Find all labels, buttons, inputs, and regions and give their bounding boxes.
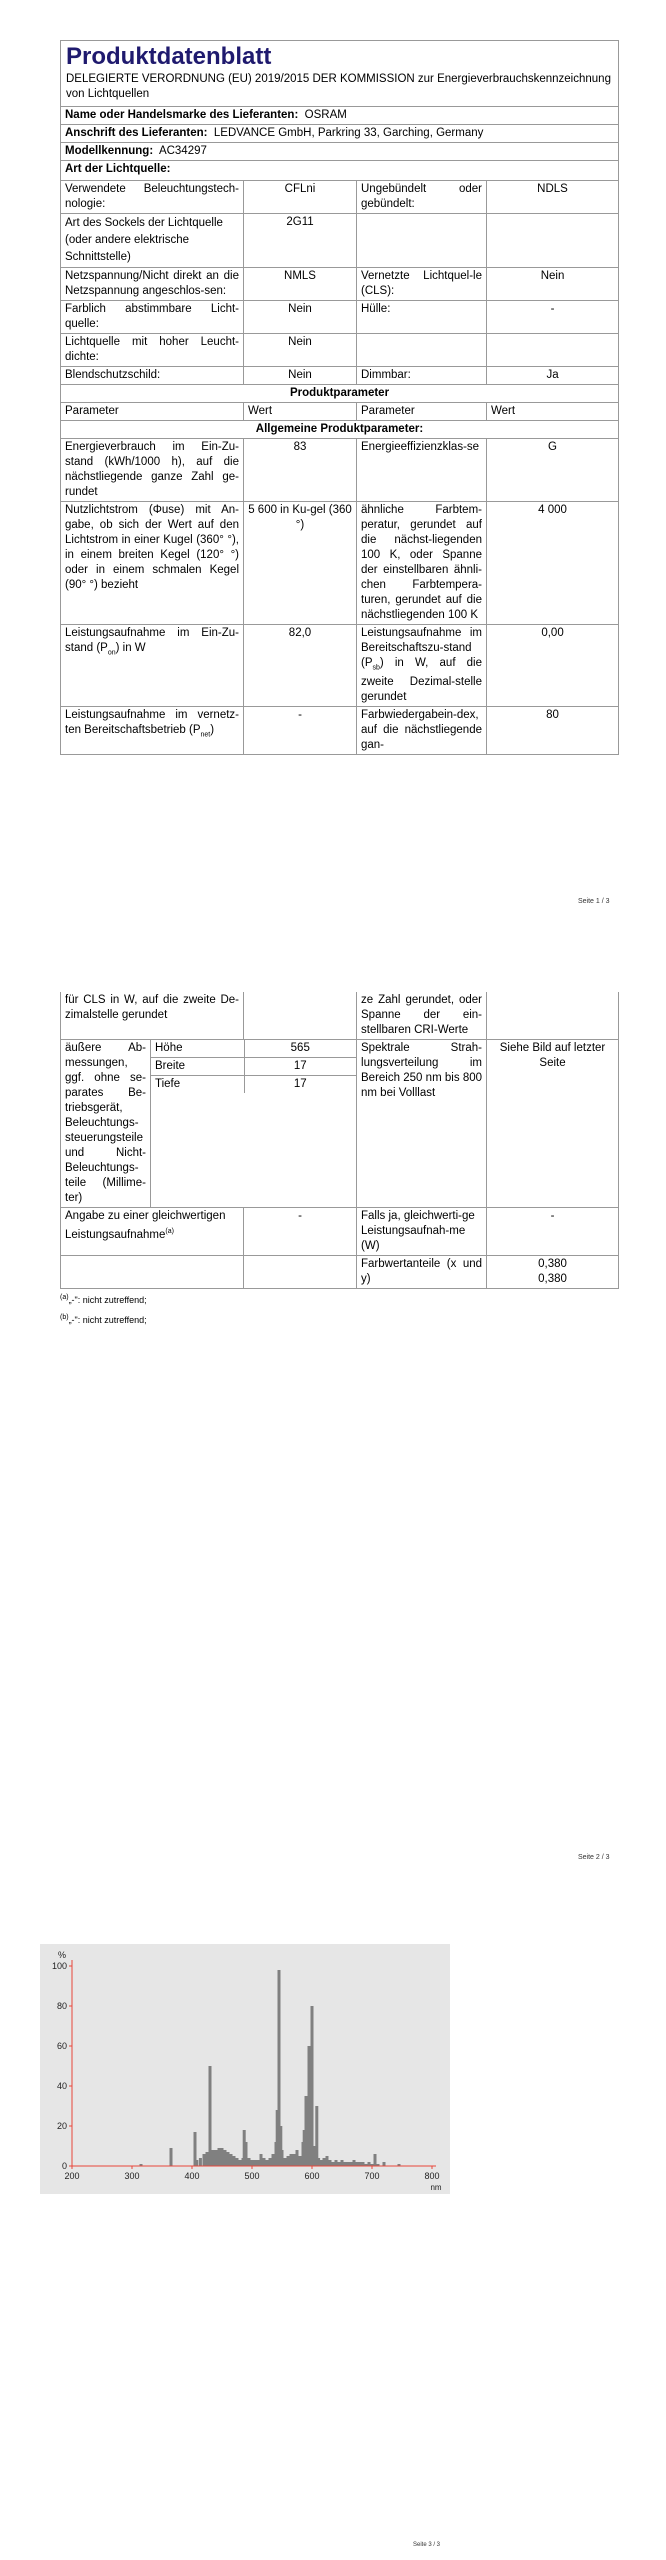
light-source-type-heading: Art der Lichtquelle: [61, 161, 619, 181]
table-row [61, 1040, 619, 1208]
table-row [61, 502, 619, 625]
spectrum-bar [383, 2162, 386, 2166]
dimension-value: 17 [244, 1058, 356, 1076]
x-axis-label: nm [430, 2183, 442, 2192]
spectrum-bar [195, 2160, 198, 2166]
row-value: 83 [244, 439, 357, 502]
row-value: NMLS [244, 268, 357, 301]
dimensions-label: äußere Ab-messungen, ggf. ohne se-parates Be-triebsgerät, Beleuchtungs-steuerungsteile und Nicht-Beleuchtungs-teile (Millime-ter) [61, 1040, 151, 1208]
row-value: CFLni [244, 181, 357, 214]
spectrum-bar [206, 2152, 209, 2166]
spectrum-bar [308, 2046, 311, 2166]
chromaticity-y: 0,380 [538, 1273, 567, 1285]
footnote-a [60, 1291, 618, 1307]
dimension-name: Breite [151, 1058, 244, 1076]
y-tick-label: 80 [56, 2001, 67, 2011]
spectrum-bar [359, 2162, 362, 2166]
product-parameters-heading: Produktparameter [61, 385, 619, 403]
datasheet-page-2 [60, 992, 618, 1327]
model-id-row [61, 143, 619, 161]
row-value [244, 992, 357, 1040]
row-label [61, 625, 244, 707]
spectrum-bar [341, 2160, 344, 2166]
column-header-value: Wert [244, 403, 357, 421]
row-label: Falls ja, gleichwerti-ge Leistungsaufnah-me (W) [357, 1208, 487, 1256]
spectrum-bar [326, 2156, 329, 2166]
row-label: Blendschutzschild: [61, 367, 244, 385]
empty-cell [244, 1256, 357, 1289]
spectrum-bar [350, 2162, 353, 2166]
row-label: Lichtquelle mit hoher Leucht-dichte: [61, 334, 244, 367]
footnote-mark: (b) [60, 1314, 69, 1321]
spectrum-bar [199, 2158, 202, 2166]
chromaticity-value [487, 1256, 619, 1289]
row-label: Farblich abstimmbare Licht-quelle: [61, 301, 244, 334]
y-axis-label: % [58, 1950, 67, 1960]
x-tick-label: 300 [124, 2171, 140, 2181]
spectral-chart [40, 1944, 450, 2194]
spectrum-bar [299, 2156, 302, 2166]
row-value: G [487, 439, 619, 502]
networked-standby-label: Leistungsaufnahme im vernetz-ten Bereitschaftsbetrieb (P [65, 709, 239, 737]
spectrum-bar [251, 2160, 254, 2166]
spectrum-svg [40, 1944, 450, 2194]
row-label: Dimmbar: [357, 367, 487, 385]
spectrum-bar [230, 2154, 233, 2166]
spectrum-bar [236, 2158, 239, 2166]
footnote-text: „-": nicht zutreffend; [68, 1295, 147, 1305]
dimension-name: Tiefe [151, 1076, 244, 1094]
y-tick-label: 60 [56, 2041, 67, 2051]
table-row [61, 301, 619, 334]
title-cell [61, 41, 619, 107]
y-tick-label: 0 [61, 2161, 67, 2171]
spectrum-bar [227, 2152, 230, 2166]
spectrum-bar [296, 2150, 299, 2166]
page-title: Produktdatenblatt [66, 43, 272, 70]
row-value: - [244, 1208, 357, 1256]
spectrum-bar [266, 2160, 269, 2166]
spectrum-bar [218, 2148, 221, 2166]
spectrum-bar [239, 2160, 242, 2166]
x-tick-label: 700 [364, 2171, 380, 2181]
x-tick-label: 600 [304, 2171, 320, 2181]
row-value: NDLS [487, 181, 619, 214]
spectrum-bar [323, 2158, 326, 2166]
row-value [487, 334, 619, 367]
table-row [61, 334, 619, 367]
table-row [61, 707, 619, 755]
table-row [61, 439, 619, 502]
page-number: Seite 3 / 3 [413, 2542, 441, 2548]
row-value [487, 992, 619, 1040]
footnote-mark: (a) [60, 1294, 69, 1301]
table-row [61, 268, 619, 301]
row-label: Hülle: [357, 301, 487, 334]
y-tick-label: 20 [56, 2121, 67, 2131]
footnote-b [60, 1311, 618, 1327]
spectrum-bar [254, 2160, 257, 2166]
subscript: on [107, 649, 116, 657]
spectrum-bar [338, 2162, 341, 2166]
row-value: - [487, 1208, 619, 1256]
row-value [487, 214, 619, 268]
row-label [357, 334, 487, 367]
row-value: Ja [487, 367, 619, 385]
spectrum-bar [344, 2162, 347, 2166]
spectral-distribution-label: Spektrale Strah-lungsverteilung im Bereich 250 nm bis 800 nm bei Volllast [357, 1040, 487, 1208]
spectrum-bar [263, 2158, 266, 2166]
row-label: Energieeffizienzklas-se [357, 439, 487, 502]
spectrum-bar [356, 2162, 359, 2166]
x-tick-label: 500 [244, 2171, 260, 2181]
empty-cell [61, 1256, 244, 1289]
datasheet-page-1 [60, 40, 618, 755]
spectrum-bar [281, 2150, 284, 2166]
model-id-label: Modellkennung: [65, 145, 154, 157]
spectral-distribution-value: Siehe Bild auf letzter Seite [487, 1040, 619, 1208]
datasheet-table-2 [60, 992, 619, 1289]
model-id-value: AC34297 [158, 145, 207, 157]
supplier-name-row [61, 107, 619, 125]
spectrum-bar [332, 2162, 335, 2166]
row-label: Vernetzte Lichtquel-le (CLS): [357, 268, 487, 301]
dimension-name: Höhe [151, 1040, 244, 1058]
row-value: 80 [487, 707, 619, 755]
spectrum-bar [245, 2142, 248, 2166]
equivalent-power-label [61, 1208, 244, 1256]
y-tick-label: 100 [51, 1961, 67, 1971]
row-label: Netzspannung/Nicht direkt an die Netzspannung angeschlos-sen: [61, 268, 244, 301]
spectrum-bar [269, 2158, 272, 2166]
dimensions-cell [151, 1040, 357, 1208]
supplier-address-label: Anschrift des Lieferanten: [65, 127, 208, 139]
row-value: 2G11 [244, 214, 357, 268]
standby-power-label-end: ) in W, auf die zweite Dezimal-stelle gerundet [361, 657, 482, 704]
x-tick-label: 800 [424, 2171, 440, 2181]
y-tick-label: 40 [56, 2081, 67, 2091]
supplier-name-label: Name oder Handelsmarke des Lieferanten: [65, 109, 299, 121]
dimension-value: 565 [244, 1040, 356, 1058]
row-label-continued: ze Zahl gerundet, oder Spanne der ein-stellbaren CRI-Werte [357, 992, 487, 1040]
spectrum-bar [311, 2006, 314, 2166]
spectrum-bar [224, 2150, 227, 2166]
spectrum-bar [212, 2150, 215, 2166]
spectrum-bar [315, 2106, 318, 2166]
x-tick-label: 200 [64, 2171, 80, 2181]
spectrum-bar [374, 2154, 377, 2166]
standby-power-label: Leistungsaufnahme im Bereitschaftszu-stand (P [361, 627, 482, 669]
spectrum-bar [203, 2154, 206, 2166]
footnote-text: „-": nicht zutreffend; [68, 1315, 147, 1325]
row-label: Ungebündelt oder gebündelt: [357, 181, 487, 214]
spectrum-bar [329, 2160, 332, 2166]
on-mode-power-label: Leistungsaufnahme im Ein-Zu-stand (P [65, 627, 239, 654]
table-row [61, 181, 619, 214]
spectrum-bar [320, 2160, 323, 2166]
general-parameters-heading: Allgemeine Produktparameter: [61, 421, 619, 439]
row-value: Nein [244, 301, 357, 334]
table-row [61, 992, 619, 1040]
row-value: - [244, 707, 357, 755]
supplier-name-value: OSRAM [304, 109, 347, 121]
spectrum-bar [209, 2066, 212, 2166]
supplier-address-row [61, 125, 619, 143]
row-label: Nutzlichtstrom (Φuse) mit An-gabe, ob sich der Wert auf den Lichtstrom in einer Kugel (360° °), in einem breiten Kegel (120° °) oder in einem schmalen Kegel (90° °) bezieht [61, 502, 244, 625]
footnote-ref: (a) [165, 1228, 174, 1235]
row-label: Verwendete Beleuchtungstech-nologie: [61, 181, 244, 214]
spectrum-bar [170, 2148, 173, 2166]
chromaticity-x: 0,380 [538, 1258, 567, 1270]
spectrum-bar [362, 2162, 365, 2166]
spectrum-bar [221, 2148, 224, 2166]
page-number: Seite 1 / 3 [578, 898, 610, 905]
dimension-row [151, 1058, 356, 1076]
row-value: Nein [244, 334, 357, 367]
spectrum-bar [335, 2160, 338, 2166]
on-mode-power-label-end: ) in W [115, 642, 146, 654]
spectrum-bar [290, 2154, 293, 2166]
table-row [61, 214, 619, 268]
row-label: ähnliche Farbtem-peratur, gerundet auf die nächst-liegenden 100 K, oder Spanne der einstellbaren ähnli-chen Farbtempera-turen, gerundet auf die nächstliegenden 100 K [357, 502, 487, 625]
column-header-row [61, 403, 619, 421]
spectrum-bar [248, 2158, 251, 2166]
column-header-parameter: Parameter [61, 403, 244, 421]
row-value: Nein [244, 367, 357, 385]
dimension-row [151, 1040, 356, 1058]
subscript: net [200, 731, 211, 739]
page-number: Seite 2 / 3 [578, 1854, 610, 1861]
spectrum-bar [284, 2158, 287, 2166]
spectrum-bar [347, 2162, 350, 2166]
dimension-value: 17 [293, 1078, 307, 1090]
column-header-value: Wert [487, 403, 619, 421]
dimensions-table [151, 1040, 356, 1093]
table-row [61, 625, 619, 707]
row-value: 82,0 [244, 625, 357, 707]
supplier-address-value: LEDVANCE GmbH, Parkring 33, Garching, Germany [213, 127, 484, 139]
datasheet-table-1 [60, 40, 619, 755]
table-row [61, 1256, 619, 1289]
row-value: Nein [487, 268, 619, 301]
row-label: Energieverbrauch im Ein-Zu-stand (kWh/1000 h), auf die nächstliegende ganze Zahl ge-rundet [61, 439, 244, 502]
row-label [357, 625, 487, 707]
equivalent-power-text: Angabe zu einer gleichwertigen Leistungsaufnahme [65, 1210, 226, 1241]
row-value: 5 600 in Ku-gel (360 °) [244, 502, 357, 625]
row-value: 0,00 [487, 625, 619, 707]
row-label [357, 214, 487, 268]
row-value: 4 000 [487, 502, 619, 625]
row-value: - [487, 301, 619, 334]
spectrum-bar [257, 2160, 260, 2166]
spectrum-bar [233, 2156, 236, 2166]
table-row [61, 1208, 619, 1256]
chromaticity-label: Farbwertanteile (x und y) [357, 1256, 487, 1289]
column-header-parameter: Parameter [357, 403, 487, 421]
spectrum-bar [305, 2096, 308, 2166]
spectrum-bar [287, 2156, 290, 2166]
row-label-continued: für CLS in W, auf die zweite De-zimalstelle gerundet [61, 992, 244, 1040]
row-label [61, 707, 244, 755]
row-label: Art des Sockels der Lichtquelle (oder andere elektrische Schnittstelle) [61, 214, 244, 268]
spectrum-bar [368, 2162, 371, 2166]
spectrum-bar [215, 2150, 218, 2166]
row-label: Farbwiedergabein-dex, auf die nächstliegende gan- [357, 707, 487, 755]
x-tick-label: 400 [184, 2171, 200, 2181]
spectrum-bar [272, 2154, 275, 2166]
table-row [61, 367, 619, 385]
subscript: sb [372, 664, 380, 672]
regulation-subtitle: DELEGIERTE VERORDNUNG (EU) 2019/2015 DER KOMMISSION zur Energieverbrauchskennzeichnung von Lichtquellen [66, 73, 611, 100]
networked-standby-label-end: ) [210, 724, 215, 737]
dimension-row [151, 1076, 356, 1094]
spectrum-bar [353, 2160, 356, 2166]
spectrum-bar [260, 2154, 263, 2166]
spectrum-bar [293, 2154, 296, 2166]
